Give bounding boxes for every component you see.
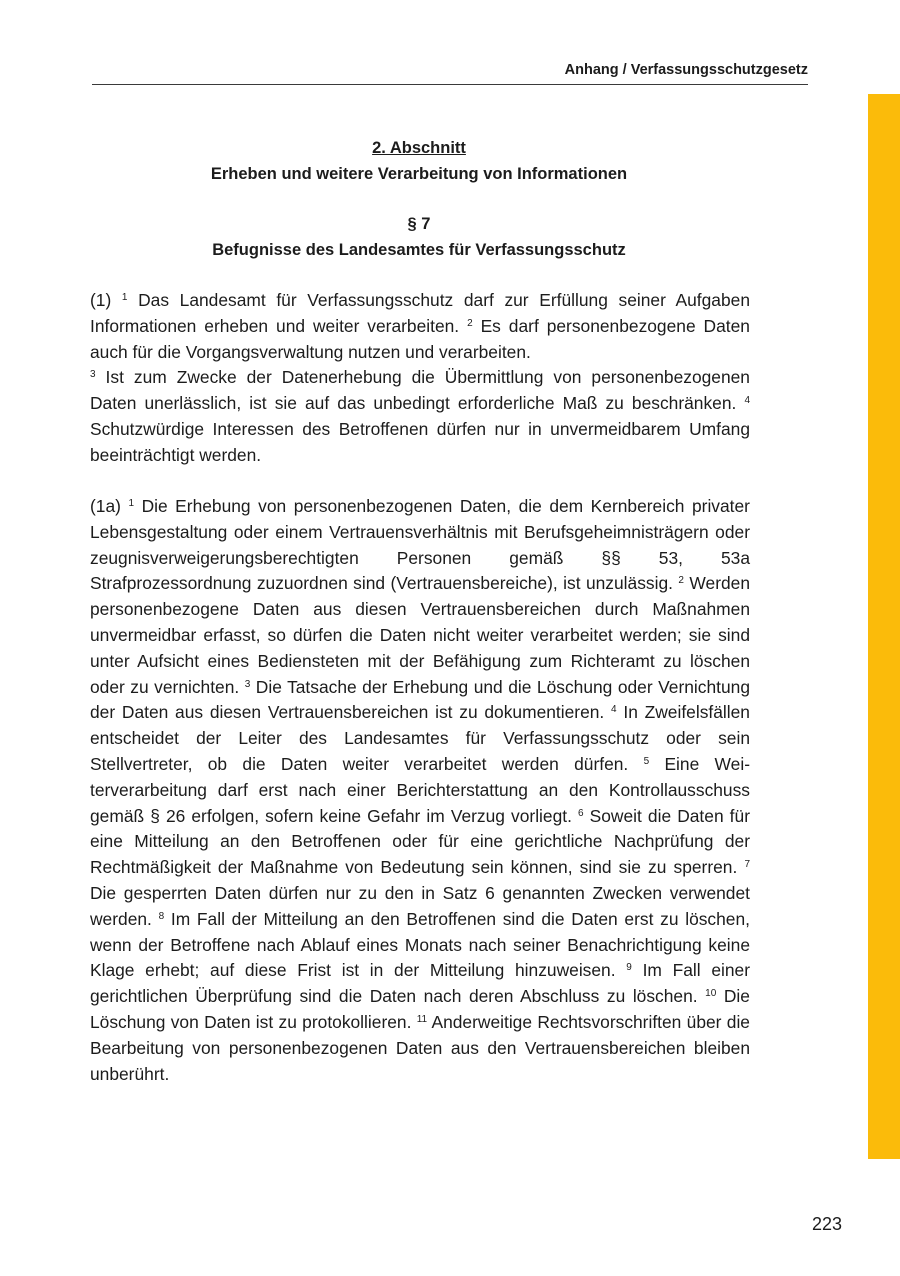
paragraph-1 bbox=[90, 288, 750, 469]
sentence-text: In Zweifelsfällen entscheidet der Leiter des Landesamtes für Verfassungsschutz oder sein Stellvertreter, ob die Daten weiter verarbeitet werden dürfen. bbox=[90, 702, 750, 774]
sentence-text: Anderweitige Rechtsvorschriften über die Bearbeitung von personenbezogenen Daten aus den Vertrauensbereichen bleiben unberührt. bbox=[90, 1011, 750, 1084]
chapter-thumb-tab bbox=[868, 94, 900, 1159]
sentence-number: 5 bbox=[643, 755, 650, 767]
paragraph-number: (1) bbox=[90, 290, 112, 310]
sentence-text: Die gesperrten Daten dürfen nur zu den in Satz 6 genannten Zwecken verwendet werden. bbox=[90, 882, 750, 929]
sentence-number: 6 bbox=[578, 807, 584, 819]
sentence-number: 11 bbox=[416, 1013, 428, 1025]
sentence-text: Eine Weiterverarbeitung darf erst nach einer Berichterstattung an den Kontrollausschuss gemäß § 26 erfolgen, sofern keine Gefahr im Verzug vorliegt. bbox=[90, 753, 750, 826]
running-header: Anhang / Verfassungsschutzgesetz bbox=[564, 62, 808, 78]
sentence-number: 4 bbox=[611, 704, 617, 716]
sentence-text: Werden personenbezogene Daten aus diesen Vertrauensbereichen durch Maßnahmen unvermeidbar erfasst, so dürfen die Daten nicht weiter verarbeitet werden; sie sind unter Aufsicht eines Bediensteten mit der Befähigung zum Richteramt zu löschen oder zu vernichten. bbox=[90, 573, 751, 697]
sentence-text: Ist zum Zwecke der Datenerhebung die Übermittlung von personenbezogenen Daten unerlässlich, ist sie auf das unbedingt erforderliche Maß zu beschränken. bbox=[90, 367, 750, 414]
sentence-number: 1 bbox=[128, 498, 135, 509]
sentence-number: 2 bbox=[678, 575, 684, 587]
paragraph-number: (1a) bbox=[90, 496, 121, 516]
sentence-number: 8 bbox=[158, 910, 165, 922]
sentence-number: 2 bbox=[467, 317, 473, 329]
paragraph-heading bbox=[92, 211, 746, 263]
sentence-number: 4 bbox=[744, 395, 750, 407]
paragraph-title: Befugnisse des Landesamtes für Verfassungsschutz bbox=[212, 241, 626, 259]
section-heading bbox=[92, 135, 746, 187]
sentence-text: Es darf personenbezogene Daten auch für die Vorgangsverwaltung nutzen und verarbeiten. bbox=[90, 315, 750, 362]
abschnitt-title: Erheben und weitere Verarbeitung von Informationen bbox=[210, 165, 628, 183]
sentence-number: 7 bbox=[744, 859, 750, 871]
sentence-number: 9 bbox=[626, 962, 632, 974]
sentence-text: Das Landesamt für Verfassungsschutz darf zur Erfüllung seiner Aufgaben Informationen erheben und weiter verarbeiten. bbox=[90, 290, 750, 336]
sentence-number: 3 bbox=[244, 678, 251, 690]
sentence-text: Soweit die Daten für eine Mitteilung an den Betroffenen oder für eine gerichtliche Nachprüfung der Rechtmäßigkeit der Maßnahme von Bedeutung sein können, sind sie zu sperren. bbox=[90, 805, 750, 878]
sentence-text: Schutzwürdige Interessen des Betroffenen dürfen nur in unvermeidbarem Umfang beeinträchtigt werden. bbox=[90, 418, 750, 465]
sentence-text: Im Fall einer gerichtlichen Überprüfung sind die Daten nach deren Abschluss zu löschen. bbox=[90, 960, 750, 1007]
sentence-text: Die Löschung von Daten ist zu protokollieren. bbox=[90, 986, 750, 1032]
sentence-number: 1 bbox=[121, 292, 128, 303]
header-rule bbox=[92, 84, 808, 85]
paragraph-label: § 7 bbox=[407, 215, 431, 233]
sentence-text: Die Erhebung von personenbezogenen Daten, die dem Kernbereich privater Lebensgestaltung oder einem Vertrauensverhältnis mit Berufsgeheimnisträgern oder zeugnisverweigerungsberechtigten Personen gemäß §§ 53, 53a Strafprozessordnung zuzuordnen sind (Vertrauensbereiche), ist unzulässig. bbox=[90, 496, 750, 594]
sentence-text: Die Tatsache der Erhebung und die Löschung oder Vernichtung der Daten aus diesen Vertrauensbereichen ist zu dokumentieren. bbox=[90, 676, 750, 723]
sentence-number: 3 bbox=[90, 369, 96, 381]
abschnitt-label: 2. Abschnitt bbox=[372, 139, 466, 157]
paragraph-1a bbox=[90, 494, 750, 1087]
sentence-number: 10 bbox=[705, 988, 717, 1000]
page-number: 223 bbox=[811, 1214, 842, 1234]
sentence-text: Im Fall der Mitteilung an den Betroffenen sind die Daten erst zu löschen, wenn der Betroffene nach Ablauf eines Monats nach seiner Benachrichtigung keine Klage erhebt; auf diese Frist ist in der Mitteilung hinzuweisen. bbox=[90, 908, 750, 981]
